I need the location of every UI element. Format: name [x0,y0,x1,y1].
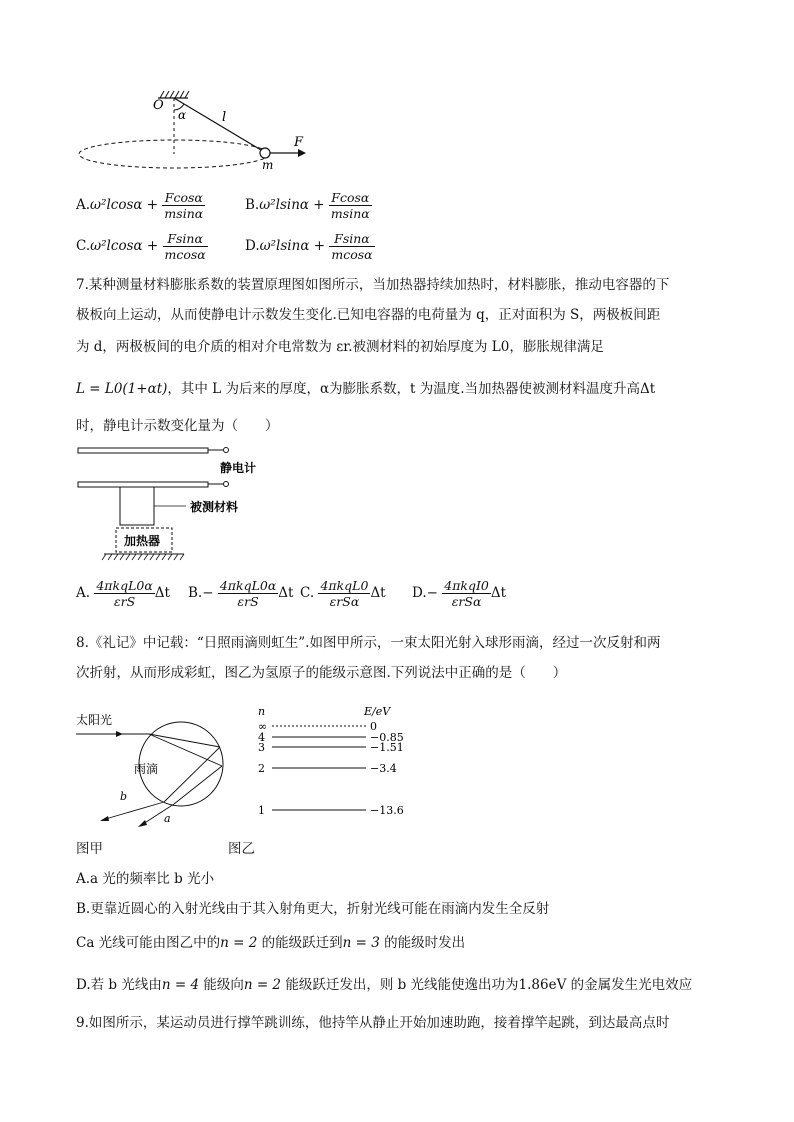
q8-option-d: D.若 b 光线由n = 4 能级向n = 2 能级跃迁发出，则 b 光线能使逸出功为1.86eV 的金属发生光电效应 [76,977,693,993]
energy-level-value: −1.51 [370,741,404,754]
q7-line-4: L = L0(1+αt)，其中 L 为后来的厚度，α为膨胀系数，t 为温度.当加热器使被测材料温度升高Δt [76,381,656,397]
energy-level-n: 1 [258,804,265,817]
q8-line-1: 8.《礼记》中记载：“日照雨滴则虹生”.如图甲所示，一束太阳光射入球形雨滴，经过一次反射和两 [76,635,661,651]
label-electrometer: 静电计 [220,461,257,475]
label-ray-b: b [120,790,128,803]
q8-option-c: Ca 光线可能由图乙中的n = 2 的能级跃迁到n = 3 的能级时发出 [76,935,466,951]
energy-levels [258,720,404,817]
expansion-formula: L = L0(1+αt) [76,381,168,397]
energy-level-n: ∞ [258,720,268,733]
energy-level-n: 3 [258,741,265,754]
q7-line-2: 极板向上运动，从而使静电计示数发生变化.已知电容器的电荷量为 q，正对面积为 S，两极板间距 [76,307,661,323]
label-material: 被测材料 [190,500,239,514]
q6-option-a: A.ω²lcosα + $\frac{Fcos\alpha}{msin\alpha}$ [76,190,204,221]
q6-option-c: C.ω²lcosα + $\frac{Fsin\alpha}{mcos\alpha}$ [76,231,206,262]
q7-option-c: C. $\frac{\text{4πkqL0}}{\text{εrSα}}$ Δt [300,578,386,609]
energy-level-figure [254,704,414,822]
energy-level-n: 2 [258,762,265,775]
q8-option-b: B.更靠近圆心的入射光线由于其入射角更大，折射光线可能在雨滴内发生全反射 [76,901,550,917]
label-sunlight: 太阳光 [76,713,113,727]
caption-fig-b: 图乙 [228,841,255,857]
energy-level-n: 4 [258,731,265,744]
q7-line-3: 为 d，两极板间的电介质的相对介电常数为 εr.被测材料的初始厚度为 L0，膨胀规律满足 [76,339,604,355]
label-alpha: α [178,108,187,122]
label-n: n [258,705,266,718]
q6-option-d: D.ω²lsinα + $\frac{Fsin\alpha}{mcos\alpha}$ [245,231,373,262]
q7-option-b: B.− $\frac{\text{4πkqL0α}}{\text{εrS}}$ Δt [188,578,294,609]
label-ray-a: a [164,812,171,825]
q9-line-1: 9.如图所示，某运动员进行撑竿跳训练，他持竿从静止开始加速助跑，接着撑竿起跳，到达最高点时 [76,1015,670,1031]
conical-pendulum-figure [70,88,320,180]
q7-line-5: 时，静电计示数变化量为（ ） [76,418,279,434]
label-heater: 加热器 [124,534,161,548]
q7-option-d: D.− $\frac{\text{4πkqI0}}{\text{εrSα}}$ Δt [412,578,507,609]
energy-level-value: −3.4 [370,762,397,775]
label-m: m [262,158,274,172]
raindrop-figure [76,704,236,830]
caption-fig-a: 图甲 [76,841,103,857]
energy-level-value: −0.85 [370,731,404,744]
label-O: O [153,98,164,113]
energy-level-value: −13.6 [370,804,404,817]
capacitor-figure [76,444,286,566]
q7-line-1: 7.某种测量材料膨胀系数的装置原理图如图所示，当加热器持续加热时，材料膨胀，推动电容器的下 [76,277,670,293]
q7-option-a: A. $\frac{\text{4πkqL0α}}{\text{εrS}}$ Δt [76,578,170,609]
q8-option-a: A.a 光的频率比 b 光小 [76,871,215,887]
label-F: F [294,135,304,150]
label-energy-unit: E/eV [364,705,391,718]
energy-level-value: 0 [370,720,377,733]
label-raindrop: 雨滴 [134,762,159,776]
q8-line-2: 次折射，从而形成彩虹，图乙为氢原子的能级示意图.下列说法中正确的是（ ） [76,665,567,681]
label-l: l [222,110,227,125]
q6-option-b: B.ω²lsinα + $\frac{Fcos\alpha}{msin\alpha}$ [245,190,370,221]
